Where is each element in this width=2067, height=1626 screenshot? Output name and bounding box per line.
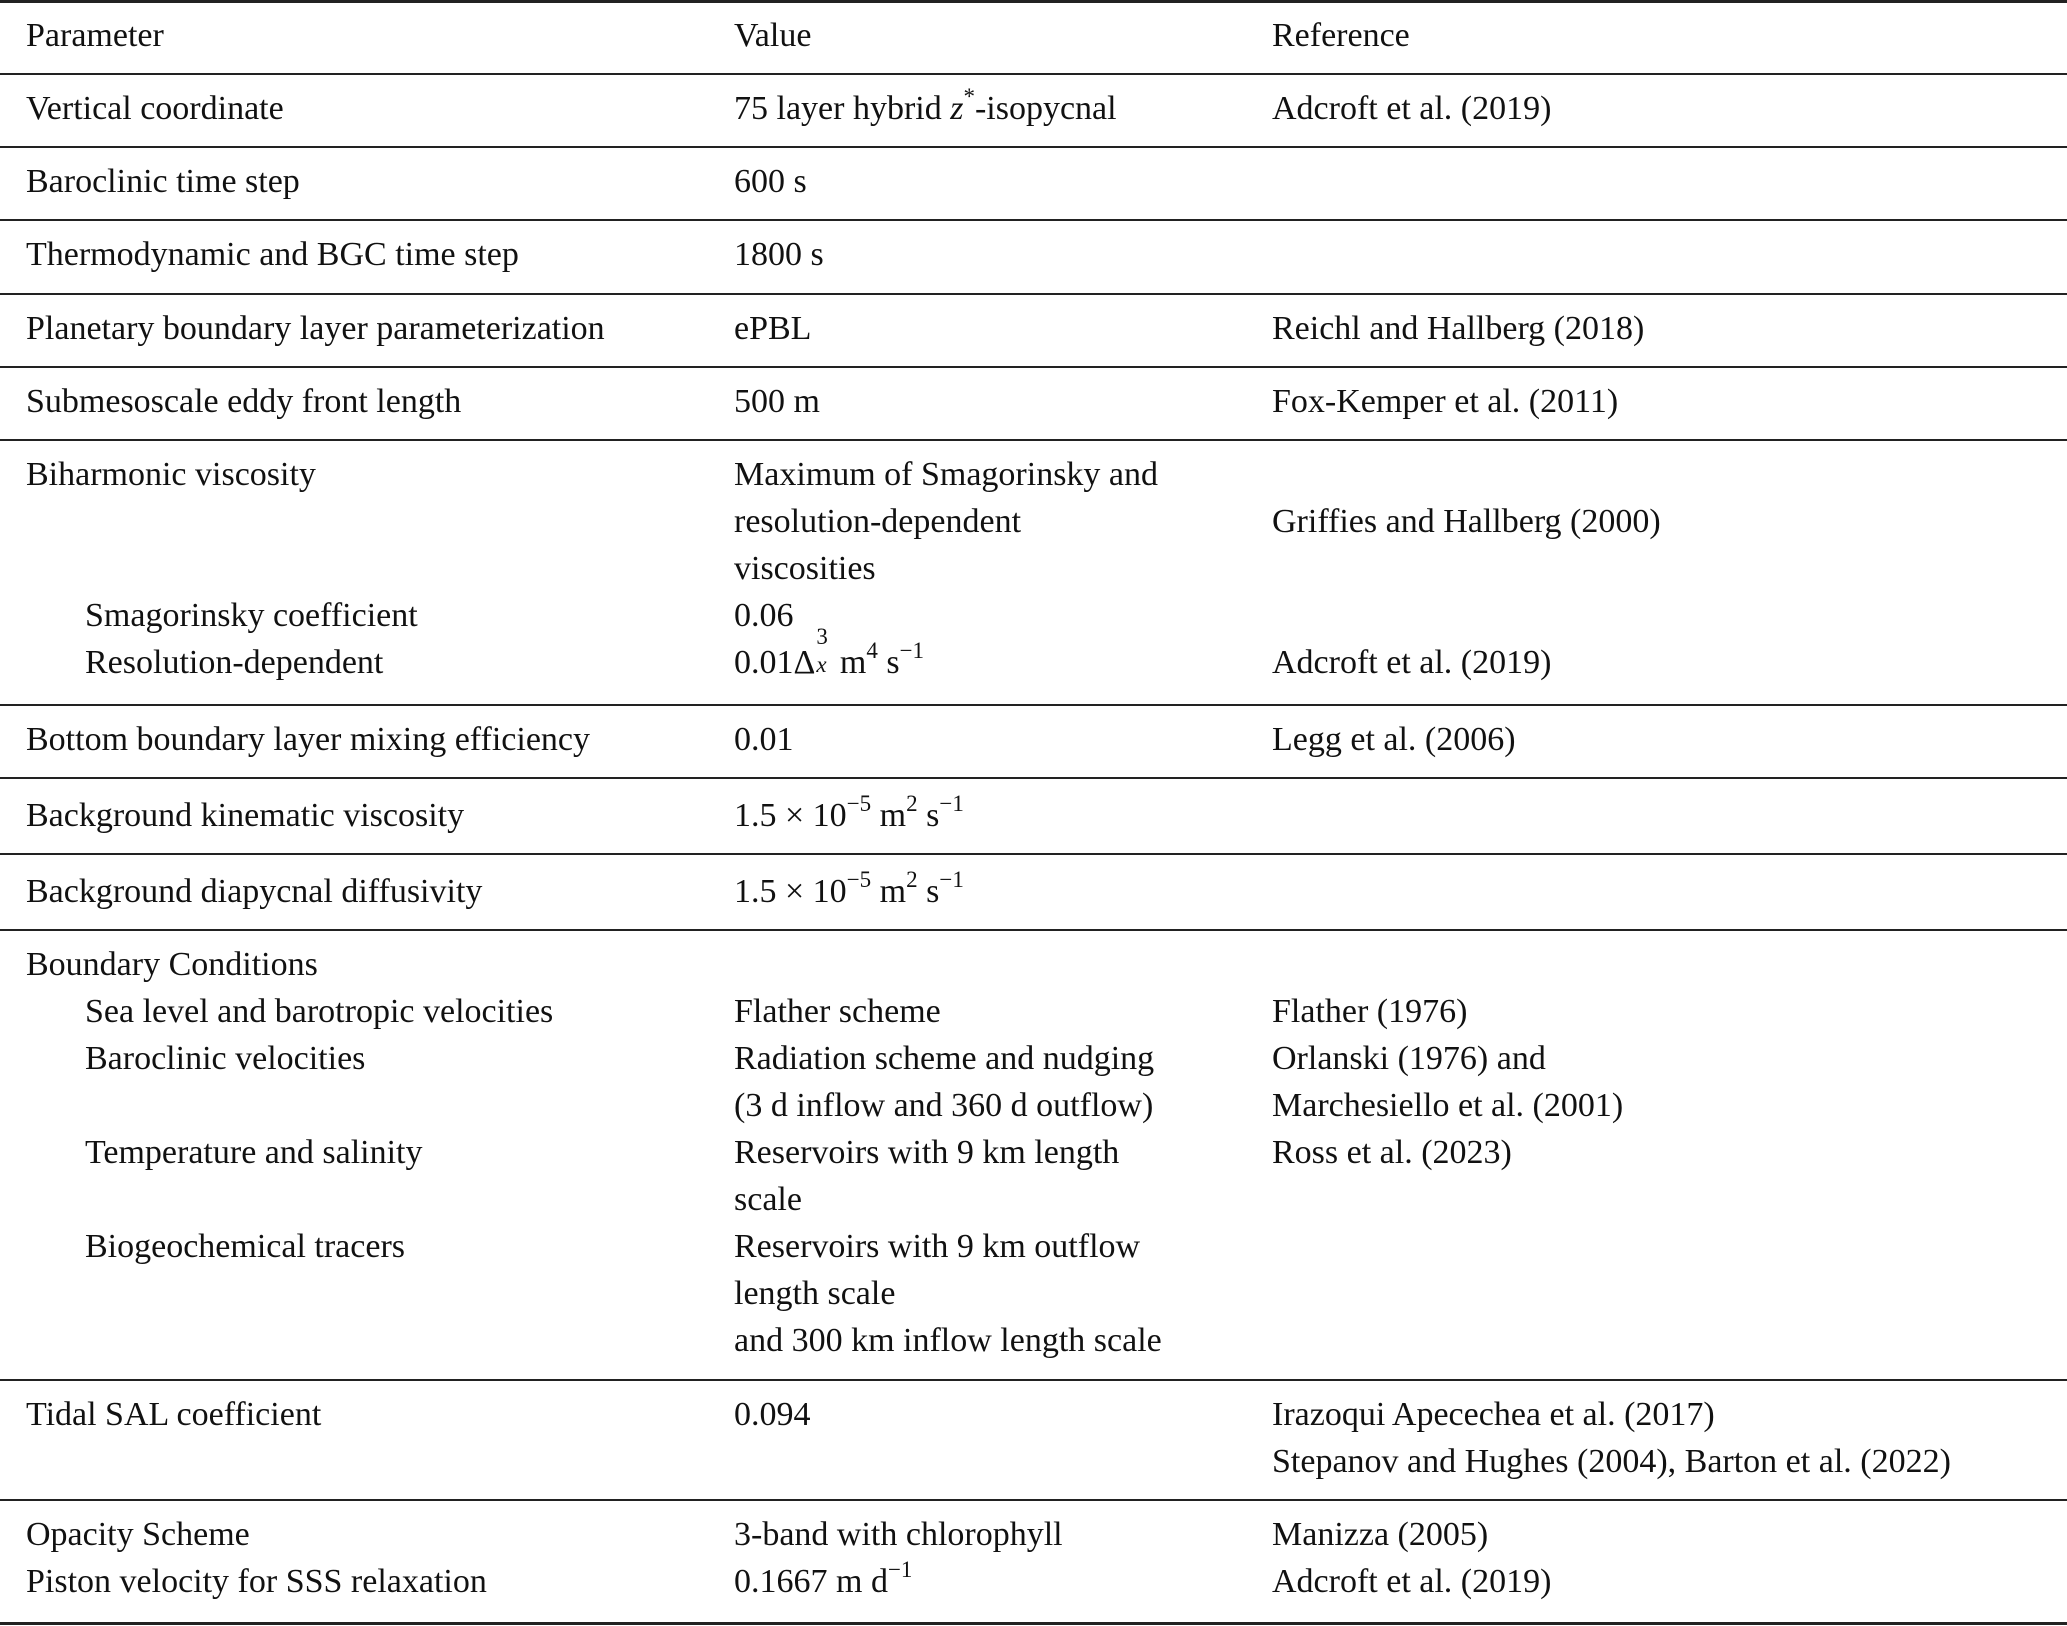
param-cell: Planetary boundary layer parameterization xyxy=(26,310,605,347)
value-line: Reservoirs with 9 km length xyxy=(734,1134,1120,1171)
bottom-rule xyxy=(0,1622,2067,1625)
value-text: -isopycnal xyxy=(974,90,1117,127)
value-superscript: −1 xyxy=(887,1556,913,1582)
header-parameter: Parameter xyxy=(26,17,164,54)
sub-param-cell: Smagorinsky coefficient xyxy=(85,597,418,634)
param-cell: Vertical coordinate xyxy=(26,90,284,127)
value-text: 1.5 × 10 xyxy=(734,797,847,834)
param-cell: Thermodynamic and BGC time step xyxy=(26,236,519,273)
value-cell: 1800 s xyxy=(734,236,824,273)
value-line: resolution-dependent xyxy=(734,503,1022,540)
sub-param-cell: Baroclinic velocities xyxy=(85,1040,366,1077)
value-cell: ePBL xyxy=(734,310,812,347)
value-cell: 3-band with chlorophyll xyxy=(734,1516,1063,1553)
sub-param-cell: Sea level and barotropic velocities xyxy=(85,993,554,1030)
value-line: and 300 km inflow length scale xyxy=(734,1322,1162,1359)
row-rule xyxy=(0,777,2067,779)
value-cell xyxy=(734,85,1117,132)
value-cell xyxy=(734,792,964,839)
value-superscript: 4 xyxy=(866,637,878,663)
value-subscript: x xyxy=(816,652,827,677)
value-cell xyxy=(734,1558,912,1605)
reference-cell: Fox-Kemper et al. (2011) xyxy=(1272,383,1619,420)
header-value: Value xyxy=(734,17,812,54)
value-unit: s xyxy=(926,797,940,834)
reference-cell: Manizza (2005) xyxy=(1272,1516,1489,1553)
value-text: 0.01 xyxy=(734,644,794,681)
value-line: scale xyxy=(734,1181,802,1218)
value-line: viscosities xyxy=(734,550,876,587)
value-cell xyxy=(734,624,925,686)
value-superscript: * xyxy=(963,83,975,109)
reference-cell: Adcroft et al. (2019) xyxy=(1272,1563,1552,1600)
value-line: (3 d inflow and 360 d outflow) xyxy=(734,1087,1154,1124)
param-cell: Boundary Conditions xyxy=(26,946,318,983)
value-exponent: −5 xyxy=(846,866,872,892)
value-superscript: −1 xyxy=(899,637,925,663)
value-unit: s xyxy=(886,644,900,681)
reference-cell: Adcroft et al. (2019) xyxy=(1272,90,1552,127)
reference-line: Marchesiello et al. (2001) xyxy=(1272,1087,1624,1124)
value-cell: 500 m xyxy=(734,383,820,420)
value-symbol: z xyxy=(950,90,964,127)
row-rule xyxy=(0,219,2067,221)
value-superscript: −1 xyxy=(939,790,964,816)
top-rule xyxy=(0,0,2067,3)
reference-cell: Reichl and Hallberg (2018) xyxy=(1272,310,1645,347)
reference-line: Ross et al. (2023) xyxy=(1272,1134,1512,1171)
value-text: 0.1667 m d xyxy=(734,1563,888,1600)
row-rule xyxy=(0,704,2067,706)
reference-line: Orlanski (1976) and xyxy=(1272,1040,1546,1077)
row-rule xyxy=(0,366,2067,368)
value-unit: s xyxy=(926,873,940,910)
value-cell: 600 s xyxy=(734,163,807,200)
param-cell: Piston velocity for SSS relaxation xyxy=(26,1563,487,1600)
param-cell: Background diapycnal diffusivity xyxy=(26,873,483,910)
value-cell: 0.01 xyxy=(734,721,794,758)
reference-cell: Adcroft et al. (2019) xyxy=(1272,644,1552,681)
value-scripts xyxy=(815,624,831,677)
row-rule xyxy=(0,1379,2067,1381)
value-line: Reservoirs with 9 km outflow xyxy=(734,1228,1141,1265)
value-superscript: 3 xyxy=(816,624,828,649)
value-cell: 0.06 xyxy=(734,597,794,634)
value-text: 1.5 × 10 xyxy=(734,873,847,910)
param-cell: Baroclinic time step xyxy=(26,163,300,200)
value-line: Radiation scheme and nudging xyxy=(734,1040,1155,1077)
value-text: 75 layer hybrid xyxy=(734,90,951,127)
header-reference: Reference xyxy=(1272,17,1410,54)
row-rule xyxy=(0,146,2067,148)
value-superscript: 2 xyxy=(906,790,918,816)
value-exponent: −5 xyxy=(846,790,872,816)
value-cell: 0.094 xyxy=(734,1396,811,1433)
row-rule xyxy=(0,853,2067,855)
value-unit: m xyxy=(879,797,907,834)
reference-line: Flather (1976) xyxy=(1272,993,1468,1030)
row-rule xyxy=(0,929,2067,931)
value-unit: m xyxy=(879,873,907,910)
sub-param-cell: Temperature and salinity xyxy=(85,1134,423,1171)
reference-cell: Legg et al. (2006) xyxy=(1272,721,1516,758)
value-line: length scale xyxy=(734,1275,896,1312)
header-rule xyxy=(0,73,2067,75)
value-superscript: −1 xyxy=(939,866,964,892)
value-line: Maximum of Smagorinsky and xyxy=(734,456,1159,493)
value-cell xyxy=(734,868,964,915)
sub-param-cell: Resolution-dependent xyxy=(85,644,384,681)
param-cell: Biharmonic viscosity xyxy=(26,456,316,493)
value-line: Flather scheme xyxy=(734,993,941,1030)
reference-line: Stepanov and Hughes (2004), Barton et al. (2022) xyxy=(1272,1443,1951,1480)
sub-param-cell: Biogeochemical tracers xyxy=(85,1228,406,1265)
value-symbol: Δ xyxy=(793,644,816,681)
row-rule xyxy=(0,293,2067,295)
param-cell: Bottom boundary layer mixing efficiency xyxy=(26,721,591,758)
reference-cell: Griffies and Hallberg (2000) xyxy=(1272,503,1661,540)
param-cell: Background kinematic viscosity xyxy=(26,797,465,834)
row-rule xyxy=(0,1499,2067,1501)
param-cell: Submesoscale eddy front length xyxy=(26,383,462,420)
param-cell: Opacity Scheme xyxy=(26,1516,250,1553)
value-unit: m xyxy=(839,644,867,681)
value-superscript: 2 xyxy=(906,866,918,892)
reference-line: Irazoqui Apecechea et al. (2017) xyxy=(1272,1396,1715,1433)
row-rule xyxy=(0,439,2067,441)
param-cell: Tidal SAL coefficient xyxy=(26,1396,322,1433)
